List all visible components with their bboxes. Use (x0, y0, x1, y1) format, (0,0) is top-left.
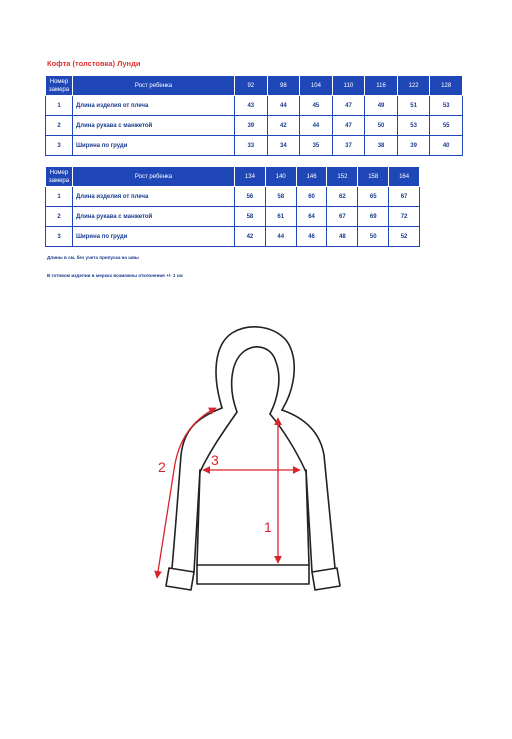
cell-value: 49 (365, 96, 398, 116)
row-parameter: Длина рукава с манжетой (73, 207, 235, 227)
header-size: 140 (265, 167, 296, 187)
cell-value: 35 (300, 136, 333, 156)
header-child-height: Рост ребенка (73, 76, 235, 96)
cell-value: 33 (235, 136, 268, 156)
cell-value: 39 (235, 116, 268, 136)
cell-value: 53 (397, 116, 430, 136)
cell-value: 42 (235, 227, 266, 247)
cell-value: 43 (235, 96, 268, 116)
arrow-sleeve (157, 408, 216, 578)
cell-value: 47 (332, 96, 365, 116)
right-cuff (312, 568, 340, 590)
cell-value: 44 (265, 227, 296, 247)
cell-value: 55 (430, 116, 463, 136)
row-number: 2 (46, 116, 73, 136)
cell-value: 44 (300, 116, 333, 136)
right-raglan-seam (270, 414, 306, 472)
cell-value: 45 (300, 96, 333, 116)
label-sleeve: 2 (158, 459, 166, 475)
row-number: 3 (46, 227, 73, 247)
header-size: 98 (267, 76, 300, 96)
cell-value: 53 (430, 96, 463, 116)
cell-value: 44 (267, 96, 300, 116)
header-size: 104 (300, 76, 333, 96)
row-number: 1 (46, 187, 73, 207)
cell-value: 58 (235, 207, 266, 227)
header-size: 158 (358, 167, 389, 187)
note-tolerance: В готовом изделии в мерках возможны отклонения +/- 1 см (47, 273, 183, 278)
row-number: 3 (46, 136, 73, 156)
cell-value: 61 (265, 207, 296, 227)
header-size: 122 (397, 76, 430, 96)
hood-outer (216, 327, 294, 410)
cell-value: 40 (430, 136, 463, 156)
cell-value: 72 (389, 207, 420, 227)
cell-value: 50 (365, 116, 398, 136)
cell-value: 42 (267, 116, 300, 136)
row-parameter: Длина изделия от плеча (73, 96, 235, 116)
header-child-height: Рост ребенка (73, 167, 235, 187)
cell-value: 37 (332, 136, 365, 156)
header-size: 164 (389, 167, 420, 187)
cell-value: 48 (327, 227, 358, 247)
cell-value: 47 (332, 116, 365, 136)
header-size: 146 (296, 167, 327, 187)
header-size: 134 (235, 167, 266, 187)
row-parameter: Ширина по груди (73, 227, 235, 247)
header-size: 152 (327, 167, 358, 187)
header-size: 116 (365, 76, 398, 96)
row-parameter: Длина изделия от плеча (73, 187, 235, 207)
cell-value: 56 (235, 187, 266, 207)
row-parameter: Длина рукава с манжетой (73, 116, 235, 136)
cell-value: 67 (327, 207, 358, 227)
header-size: 128 (430, 76, 463, 96)
cell-value: 60 (296, 187, 327, 207)
row-parameter: Ширина по груди (73, 136, 235, 156)
cell-value: 46 (296, 227, 327, 247)
label-length: 1 (264, 519, 272, 535)
page-title: Кофта (толстовка) Лунди (47, 59, 141, 68)
header-size: 92 (235, 76, 268, 96)
cell-value: 65 (358, 187, 389, 207)
cell-value: 52 (389, 227, 420, 247)
row-number: 2 (46, 207, 73, 227)
cell-value: 62 (327, 187, 358, 207)
cell-value: 51 (397, 96, 430, 116)
header-size: 110 (332, 76, 365, 96)
cell-value: 58 (265, 187, 296, 207)
hoodie-outline (166, 327, 340, 590)
label-chest: 3 (211, 452, 219, 468)
cell-value: 67 (389, 187, 420, 207)
header-measure-number: Номер замера (46, 76, 73, 96)
cell-value: 64 (296, 207, 327, 227)
cell-value: 34 (267, 136, 300, 156)
note-units: Длины в см, без учета припуска на швы (47, 255, 139, 260)
left-cuff (166, 568, 194, 590)
waistband (197, 565, 309, 584)
cell-value: 39 (397, 136, 430, 156)
cell-value: 38 (365, 136, 398, 156)
row-number: 1 (46, 96, 73, 116)
hood-inner (232, 347, 279, 414)
cell-value: 50 (358, 227, 389, 247)
header-measure-number: Номер замера (46, 167, 73, 187)
cell-value: 69 (358, 207, 389, 227)
